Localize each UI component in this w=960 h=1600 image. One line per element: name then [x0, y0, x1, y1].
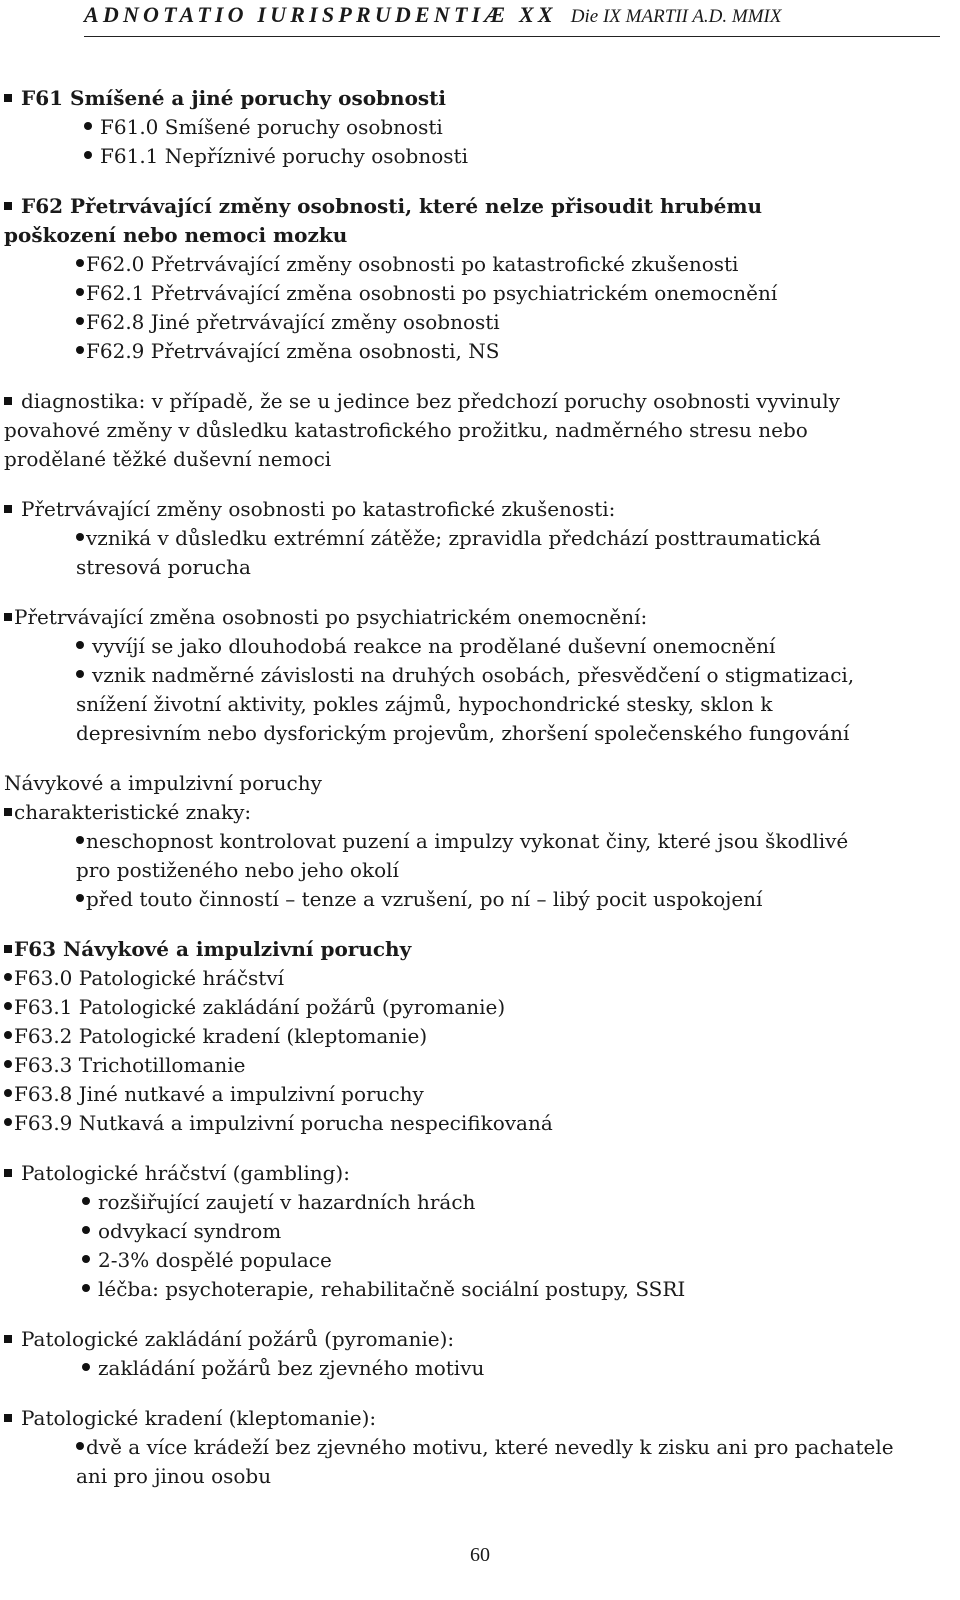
list-item: 2-3% dospělé populace — [4, 1246, 940, 1275]
list-item: F62.1 Přetrvávající změna osobnosti po psychiatrickém onemocnění — [4, 279, 940, 308]
list-item: F62.0 Přetrvávající změny osobnosti po katastrofické zkušenosti — [4, 250, 940, 279]
list-item: léčba: psychoterapie, rehabilitačně sociální postupy, SSRI — [4, 1275, 940, 1304]
bullet-icon — [4, 1060, 12, 1068]
list-item: F63.9 Nutkavá a impulzivní porucha nespecifikovaná — [4, 1109, 940, 1138]
list-item: odvykací syndrom — [4, 1217, 940, 1246]
bullet-icon — [4, 1002, 12, 1010]
square-bullet-icon — [4, 1335, 12, 1343]
bullet-icon — [76, 259, 84, 267]
subsection-heading: Patologické kradení (kleptomanie): — [4, 1404, 940, 1433]
bullet-icon — [76, 641, 84, 649]
document-body: F61 Smíšené a jiné poruchy osobnosti F61.0 Smíšené poruchy osobnosti F61.1 Nepříznivé poruchy osobnosti F62 Přetrvávající změny osobnosti, které nelze přisoudit hrubému poškození nebo nemoci mozku F62.0 Přetrvávající změny osobnosti po katastrofické zkušenosti F62.1 Přetrvávající změna osobnosti po psychiatrickém onemocnění F62.8 Jiné přetrvávající změny osobnosti F62.9 Přetrvávající změna osobnosti, NS diagnostika: v případě, že se u jedince bez předchozí poruchy osobnosti vyvinuly povahové změny v důsledku katastrofického prožitku, nadměrného stresu nebo prodělané těžké duševní nemoci Přetrvávající změny osobnosti po katastrofické zkušenosti: vzniká v důsledku extrémní zátěže; zpravidla předchází posttraumatická stresová porucha Přetrvávající změna osobnosti po psychiatrickém onemocnění: vyvíjí se jako dlouhodobá reakce na prodělané duševní onemocnění vznik nadměrné závislosti na druhých osobách, přesvědčení o stigmatizaci, snížení životní aktivity, pokles zájmů, hypochondrické stesky, sklon k depresivním nebo dysforickým projevům, zhoršení společenského fungování Návykové a impulzivní poruchy charakteristické znaky: neschopnost kontrolovat puzení a impulzy vykonat činy, které jsou škodlivé pro postiženého nebo jeho okolí před touto činností – tenze a vzrušení, po ní – libý pocit uspokojení F63 Návykové a impulzivní poruchy F63.0 Patologické hráčství F63.1 Patologické zakládání požárů (pyromanie) F63.2 Patologické kradení (kleptomanie) F63.3 Trichotillomanie F63.8 Jiné nutkavé a impulzivní poruchy F63.9 Nutkavá a impulzivní porucha nespecifikovaná Patologické hráčství (gambling): rozšiřující zaujetí v hazardních hrách odvykací syndrom 2-3% dospělé populace léčba: psychoterapie, rehabilitačně sociální postupy, SSRI Patologické zakládání požárů (pyromanie): zakládání požárů bez zjevného motivu Patologické kradení (kleptomanie): dvě a více krádeží bez zjevného motivu, které nevedly k zisku ani pro pachatele ani pro jinou osobu — [4, 84, 940, 1491]
list-item: vyvíjí se jako dlouhodobá reakce na prodělané duševní onemocnění — [4, 632, 940, 661]
list-item: vzniká v důsledku extrémní zátěže; zpravidla předchází posttraumatická — [4, 524, 940, 553]
bullet-icon — [4, 1118, 12, 1126]
subsection-heading: Přetrvávající změna osobnosti po psychiatrickém onemocnění: — [4, 603, 940, 632]
subsection-heading: Přetrvávající změny osobnosti po katastrofické zkušenosti: — [4, 495, 940, 524]
bullet-icon — [76, 836, 84, 844]
square-bullet-icon — [4, 202, 12, 210]
subsection-heading: Patologické hráčství (gambling): — [4, 1159, 940, 1188]
list-item: F63.1 Patologické zakládání požárů (pyromanie) — [4, 993, 940, 1022]
list-item: vznik nadměrné závislosti na druhých osobách, přesvědčení o stigmatizaci, — [4, 661, 940, 690]
bullet-icon — [4, 973, 12, 981]
list-item: neschopnost kontrolovat puzení a impulzy vykonat činy, které jsou škodlivé — [4, 827, 940, 856]
square-bullet-icon — [4, 1414, 12, 1422]
subsection-heading: charakteristické znaky: — [4, 798, 940, 827]
subsection-heading: Patologické zakládání požárů (pyromanie): — [4, 1325, 940, 1354]
square-bullet-icon — [4, 397, 12, 405]
bullet-icon — [76, 288, 84, 296]
bullet-icon — [76, 670, 84, 678]
bullet-icon — [82, 1255, 90, 1263]
list-item: F61.0 Smíšené poruchy osobnosti — [4, 113, 940, 142]
bullet-icon — [84, 122, 92, 130]
list-item: F63.8 Jiné nutkavé a impulzivní poruchy — [4, 1080, 940, 1109]
plain-heading: Návykové a impulzivní poruchy — [4, 771, 322, 795]
list-item: F63.0 Patologické hráčství — [4, 964, 940, 993]
bullet-icon — [82, 1197, 90, 1205]
bullet-icon — [82, 1363, 90, 1371]
bullet-icon — [82, 1284, 90, 1292]
list-item: rozšiřující zaujetí v hazardních hrách — [4, 1188, 940, 1217]
list-item: před touto činností – tenze a vzrušení, po ní – libý pocit uspokojení — [4, 885, 940, 914]
square-bullet-icon — [4, 808, 12, 816]
bullet-icon — [76, 317, 84, 325]
square-bullet-icon — [4, 945, 12, 953]
square-bullet-icon — [4, 94, 12, 102]
bullet-icon — [76, 346, 84, 354]
bullet-icon — [76, 1442, 84, 1450]
square-bullet-icon — [4, 1169, 12, 1177]
list-item: F62.8 Jiné přetrvávající změny osobnosti — [4, 308, 940, 337]
list-item: F61.1 Nepříznivé poruchy osobnosti — [4, 142, 940, 171]
list-item: F62.9 Přetrvávající změna osobnosti, NS — [4, 337, 940, 366]
list-item: zakládání požárů bez zjevného motivu — [4, 1354, 940, 1383]
list-item: F63.3 Trichotillomanie — [4, 1051, 940, 1080]
bullet-icon — [76, 894, 84, 902]
journal-title: ADNOTATIO IURISPRUDENTIÆ XX — [84, 2, 557, 27]
page-number: 60 — [470, 1544, 490, 1566]
section-heading-f62-cont: poškození nebo nemoci mozku — [4, 223, 348, 247]
section-heading-f62: F62 Přetrvávající změny osobnosti, které nelze přisoudit hrubému — [4, 192, 940, 221]
diagnostika-paragraph: diagnostika: v případě, že se u jedince bez předchozí poruchy osobnosti vyvinuly povahové změny v důsledku katastrofického prožitku, nadměrného stresu nebo prodělané těžké duševní nemoci — [4, 389, 840, 471]
section-heading-f61: F61 Smíšené a jiné poruchy osobnosti — [4, 84, 940, 113]
bullet-icon — [4, 1089, 12, 1097]
issue-date: Die IX MARTII A.D. MMIX — [570, 6, 782, 27]
square-bullet-icon — [4, 505, 12, 513]
square-bullet-icon — [4, 613, 12, 621]
running-header — [84, 2, 940, 37]
section-heading-f63: F63 Návykové a impulzivní poruchy — [4, 935, 940, 964]
list-item: F63.2 Patologické kradení (kleptomanie) — [4, 1022, 940, 1051]
bullet-icon — [82, 1226, 90, 1234]
bullet-icon — [84, 151, 92, 159]
bullet-icon — [4, 1031, 12, 1039]
bullet-icon — [76, 533, 84, 541]
list-item: dvě a více krádeží bez zjevného motivu, které nevedly k zisku ani pro pachatele — [4, 1433, 940, 1462]
